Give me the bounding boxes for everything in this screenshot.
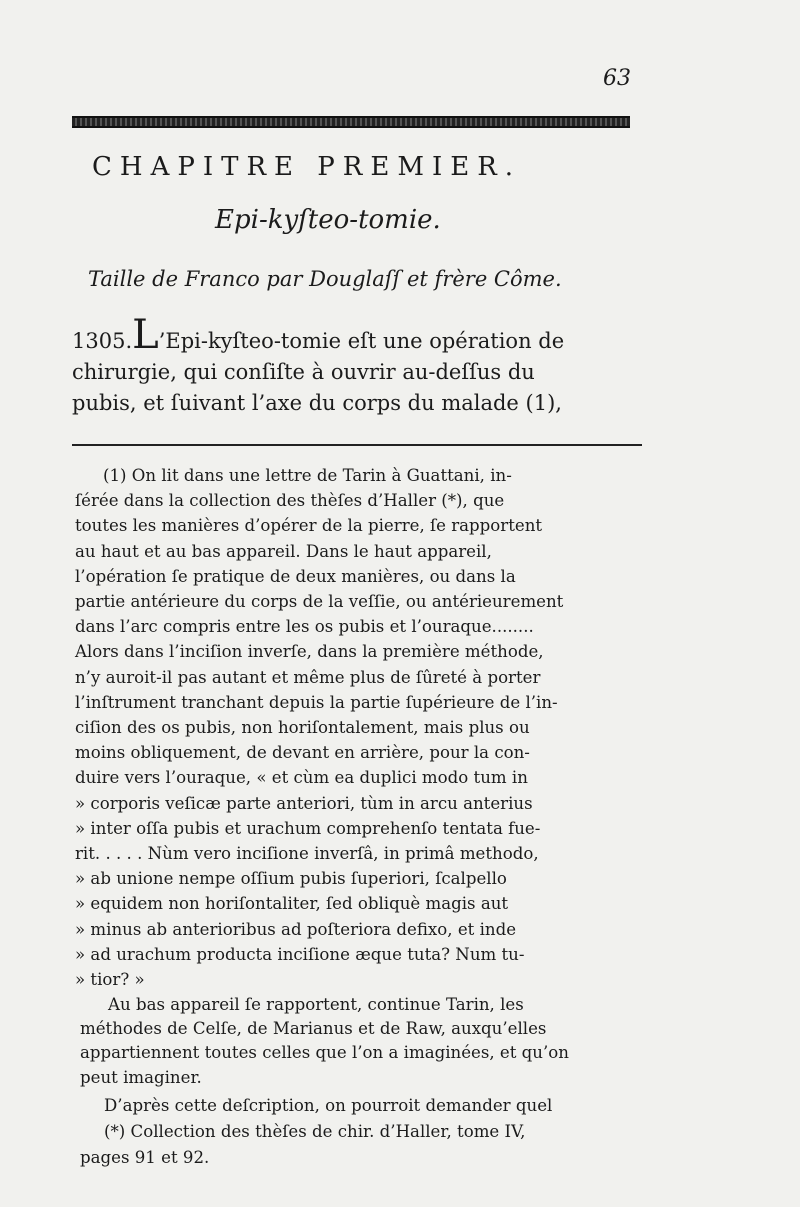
footnote-line: n’y auroit-il pas autant et même plus de ſûreté à porter xyxy=(75,667,541,687)
footnote xyxy=(75,463,650,992)
footnote-line: » inter oſſa pubis et urachum comprehenſo tentata fue- xyxy=(75,818,541,838)
footnote-line: partie antérieure du corps de la veſſie, ou antérieurement xyxy=(75,592,564,612)
paragraph-number: 1305. xyxy=(72,329,133,353)
footnote-line: (1) On lit dans une lettre de Tarin à Guattani, in- xyxy=(103,466,512,485)
footnote-line: » tior? » xyxy=(75,970,145,990)
continuation-line: Au bas appareil ſe rapportent, continue Tarin, les xyxy=(108,995,524,1014)
footnote-line: » ad urachum producta inciſione æque tuta? Num tu- xyxy=(75,944,525,964)
chapter-title: CHAPITRE PREMIER. xyxy=(92,152,522,182)
main-paragraph-line: pubis, et ſuivant l’axe du corps du malade (1), xyxy=(72,391,562,415)
footnote-line: moins obliquement, de devant en arrière, pour la con- xyxy=(75,743,530,763)
page-number: 63 xyxy=(603,66,631,91)
continuation-line: peut imaginer. xyxy=(80,1067,202,1087)
footnote-line: » equidem non horiſontaliter, ſed obliquè magis aut xyxy=(75,894,509,914)
main-line-text: ’Epi-kyſteo-tomie eſt une opération de xyxy=(158,329,565,353)
footnote-line: au haut et au bas appareil. Dans le haut appareil, xyxy=(75,541,492,561)
main-paragraph-line xyxy=(72,312,644,358)
drop-cap: L xyxy=(132,312,159,358)
closing-lines xyxy=(80,1093,652,1171)
footnote-line: toutes les manières d’opérer de la pierre, ſe rapportent xyxy=(75,516,543,536)
continuation-line: méthodes de Celſe, de Marianus et de Raw, auxqu’elles xyxy=(80,1019,547,1039)
footnote-line: dans l’arc compris entre les os pubis et l’ouraque........ xyxy=(75,617,534,637)
footnote-line: l’inſtrument tranchant depuis la partie ſupérieure de l’in- xyxy=(75,692,558,712)
footnote-line: » corporis veſicæ parte anteriori, tùm in arcu anterius xyxy=(75,793,533,813)
ornamental-rule xyxy=(72,116,630,128)
footnote-line: » ab unione nempe oſſium pubis ſuperiori, ſcalpello xyxy=(75,869,507,889)
reference-note: (*) Collection des thèſes de chir. d’Haller, tome IV, xyxy=(104,1122,526,1141)
reference-pages: pages 91 et 92. xyxy=(80,1148,210,1167)
chapter-subheading: Taille de Franco par Douglaſſ et frère Côme. xyxy=(88,267,562,291)
footnote-line: Alors dans l’inciſion inverſe, dans la première méthode, xyxy=(75,642,544,662)
closing-line: D’après cette deſcription, on pourroit demander quel xyxy=(104,1096,553,1115)
footnote-line: » minus ab anterioribus ad poſteriora defixo, et inde xyxy=(75,919,517,939)
footnote-divider xyxy=(72,444,642,446)
footnote-line: rit. . . . . Nùm vero inciſione inverſâ, in primâ methodo, xyxy=(75,844,539,864)
footnote-continuation xyxy=(80,993,652,1090)
main-paragraph xyxy=(72,312,644,419)
footnote-line: l’opération ſe pratique de deux manières, ou dans la xyxy=(75,566,516,586)
continuation-line: appartiennent toutes celles que l’on a imaginées, et qu’on xyxy=(80,1043,569,1063)
chapter-subtitle: Epi-kyſteo-tomie. xyxy=(215,205,441,235)
footnote-line: duire vers l’ouraque, « et cùm ea duplici modo tum in xyxy=(75,768,528,788)
footnote-line: ciſion des os pubis, non horiſontalement, mais plus ou xyxy=(75,718,530,738)
footnote-line: ſérée dans la collection des thèſes d’Haller (*), que xyxy=(75,491,505,511)
main-paragraph-line: chirurgie, qui conſiſte à ouvrir au-deſſus du xyxy=(72,360,535,384)
